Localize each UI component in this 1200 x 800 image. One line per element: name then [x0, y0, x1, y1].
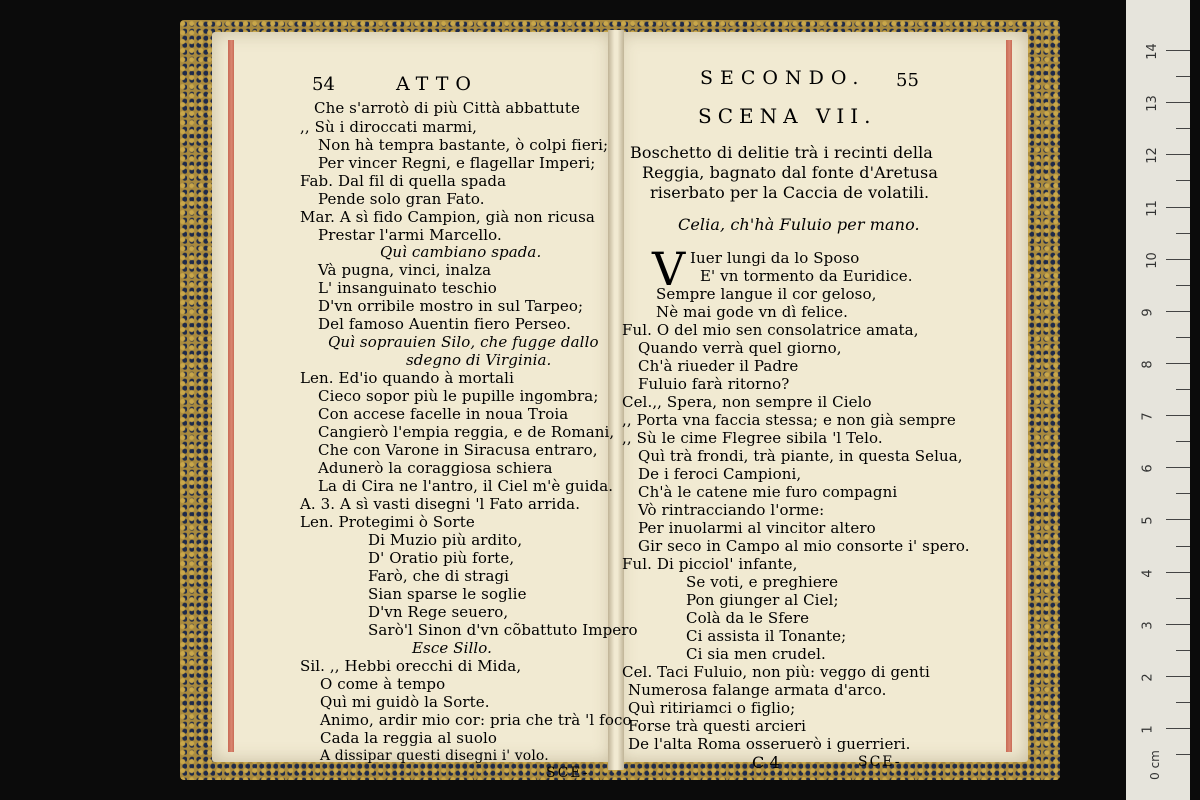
ruler-tick	[1166, 102, 1190, 103]
text-line: Len. Protegimi ò Sorte	[300, 513, 475, 531]
text-line: Non hà tempra bastante, ò colpi fieri;	[318, 136, 609, 154]
text-line: Ch'à le catene mie furo compagni	[638, 483, 898, 501]
signature-mark: C 4	[752, 753, 780, 772]
ruler-number: 5	[1140, 516, 1156, 525]
text-line: ,, Sù le cime Flegree sibila 'l Telo.	[622, 429, 883, 447]
ruler-tick	[1166, 624, 1190, 625]
ruler-tick	[1166, 415, 1190, 416]
stage-direction: sdegno di Virginia.	[406, 351, 552, 369]
text-line: A. 3. A sì vasti disegni 'l Fato arrida.	[300, 495, 581, 513]
text-line: Cieco sopor più le pupille ingombra;	[318, 387, 599, 405]
ruler-tick	[1176, 493, 1190, 494]
ruler-tick	[1166, 311, 1190, 312]
text-line: Animo, ardir mio cor: pria che trà 'l foco	[320, 711, 632, 729]
ruler-tick	[1166, 572, 1190, 573]
text-line: Iuer lungi da lo Sposo	[690, 249, 860, 267]
text-line: Quì trà frondi, trà piante, in questa Selua,	[638, 447, 963, 465]
ruler-tick	[1166, 259, 1190, 260]
ruler-number: 10	[1144, 252, 1160, 269]
scene-title: SCENA VII.	[698, 104, 877, 128]
text-line: Và pugna, vinci, inalza	[318, 261, 492, 279]
text-line: Per vincer Regni, e flagellar Imperi;	[318, 154, 596, 172]
text-line: Prestar l'armi Marcello.	[318, 226, 502, 244]
text-line: Pon giunger al Ciel;	[686, 591, 839, 609]
ruler-number: 4	[1140, 569, 1156, 578]
text-line: Per inuolarmi al vincitor altero	[638, 519, 876, 537]
text-line: De i feroci Campioni,	[638, 465, 802, 483]
ruler-number: 2	[1140, 673, 1156, 682]
ruler-tick	[1166, 363, 1190, 364]
drop-cap: V	[652, 242, 686, 296]
text-line: Che con Varone in Siracusa entraro,	[318, 441, 598, 459]
ruler-tick	[1176, 76, 1190, 77]
text-line: Len. Ed'io quando à mortali	[300, 369, 514, 387]
left-catchword: SCE-	[546, 765, 590, 781]
text-line: Gir seco in Campo al mio consorte i' spero.	[638, 537, 970, 555]
ruler-number: 8	[1140, 360, 1156, 369]
ruler-tick	[1176, 598, 1190, 599]
right-running-head: SECONDO.	[700, 67, 866, 89]
text-line: Colà da le Sfere	[686, 609, 810, 627]
text-line: L' insanguinato teschio	[318, 279, 497, 297]
ruler-tick	[1166, 467, 1190, 468]
text-line: Sil. ,, Hebbi orecchi di Mida,	[300, 657, 522, 675]
ruler-number: 6	[1140, 464, 1156, 473]
text-line: Adunerò la coraggiosa schiera	[318, 459, 553, 477]
ruler-tick	[1176, 650, 1190, 651]
ruler-tick	[1176, 389, 1190, 390]
text-line: Quì mi guidò la Sorte.	[320, 693, 490, 711]
text-line: Cangierò l'empia reggia, e de Romani,	[318, 423, 615, 441]
text-line: Di Muzio più ardito,	[368, 531, 523, 549]
ruler-number: 13	[1144, 95, 1160, 112]
ruler-number: 7	[1140, 412, 1156, 421]
stage-direction: Quì cambiano spada.	[380, 243, 542, 261]
text-line: Sian sparse le soglie	[368, 585, 527, 603]
ruler-tick	[1176, 180, 1190, 181]
ruler-number: 9	[1140, 308, 1156, 317]
stage-direction: Esce Sillo.	[412, 639, 492, 657]
ruler-tick	[1166, 50, 1190, 51]
right-page-red-edge	[1006, 40, 1012, 752]
text-line: Ful. O del mio sen consolatrice amata,	[622, 321, 919, 339]
text-line: Cada la reggia al suolo	[320, 729, 498, 747]
scene-setting-line: riserbato per la Caccia de volatili.	[650, 183, 930, 202]
ruler-tick	[1176, 441, 1190, 442]
text-line: D' Oratio più forte,	[368, 549, 515, 567]
ruler-tick	[1166, 207, 1190, 208]
ruler-number: 12	[1144, 147, 1160, 164]
text-line: Ci sia men crudel.	[686, 645, 826, 663]
text-line: Ful. Di picciol' infante,	[622, 555, 798, 573]
ruler-number: 14	[1144, 43, 1160, 60]
text-line: D'vn Rege seuero,	[368, 603, 509, 621]
ruler-tick	[1176, 754, 1190, 755]
text-line: ,, Sù i diroccati marmi,	[300, 118, 478, 136]
text-line: Farò, che di stragi	[368, 567, 510, 585]
ruler-number: 3	[1140, 621, 1156, 630]
right-catchword: SCE-	[858, 754, 902, 770]
right-page-number: 55	[896, 70, 920, 91]
ruler-tick	[1176, 702, 1190, 703]
text-line: De l'alta Roma osseruerò i guerrieri.	[628, 735, 911, 753]
text-line: D'vn orribile mostro in sul Tarpeo;	[318, 297, 584, 315]
ruler-tick	[1176, 233, 1190, 234]
text-line: Forse trà questi arcieri	[628, 717, 807, 735]
left-page-number: 54	[312, 74, 336, 95]
text-line: Fab. Dal fil di quella spada	[300, 172, 507, 190]
text-line: Ci assista il Tonante;	[686, 627, 847, 645]
text-line: Se voti, e preghiere	[686, 573, 839, 591]
text-line: Che s'arrotò di più Città abbattute	[314, 99, 580, 117]
left-page-red-edge	[228, 40, 234, 752]
text-line: Pende solo gran Fato.	[318, 190, 485, 208]
ruler-unit-label: 0 cm	[1147, 750, 1162, 780]
text-line: Nè mai gode vn dì felice.	[656, 303, 849, 321]
measurement-ruler	[1126, 0, 1190, 800]
ruler-tick	[1166, 676, 1190, 677]
scene-characters: Celia, ch'hà Fuluio per mano.	[678, 215, 920, 234]
text-line: Quì ritiriamci o figlio;	[628, 699, 796, 717]
scene-setting-line: Boschetto di delitie trà i recinti della	[630, 143, 933, 162]
text-line: Cel. Taci Fuluio, non più: veggo di genti	[622, 663, 930, 681]
ruler-tick	[1166, 154, 1190, 155]
text-line: Sempre langue il cor geloso,	[656, 285, 877, 303]
text-line: Con accese facelle in noua Troia	[318, 405, 569, 423]
ruler-tick	[1176, 285, 1190, 286]
text-line: A dissipar questi disegni i' volo.	[320, 748, 549, 764]
text-line: Cel.,, Spera, non sempre il Cielo	[622, 393, 872, 411]
ruler-number: 11	[1144, 200, 1160, 217]
text-line: La di Cira ne l'antro, il Ciel m'è guida.	[318, 477, 614, 495]
scene-setting-line: Reggia, bagnato dal fonte d'Aretusa	[642, 163, 938, 182]
text-line: Ch'à riueder il Padre	[638, 357, 799, 375]
text-line: Sarò'l Sinon d'vn cõbattuto Impero	[368, 621, 638, 639]
ruler-number: 1	[1140, 725, 1156, 734]
text-line: E' vn tormento da Euridice.	[700, 267, 913, 285]
ruler-tick	[1166, 519, 1190, 520]
text-line: Fuluio farà ritorno?	[638, 375, 790, 393]
text-line: Quando verrà quel giorno,	[638, 339, 842, 357]
text-line: Del famoso Auentin fiero Perseo.	[318, 315, 571, 333]
ruler-tick	[1176, 128, 1190, 129]
text-line: ,, Porta vna faccia stessa; e non già sempre	[622, 411, 956, 429]
stage-direction: Quì soprauien Silo, che fugge dallo	[328, 333, 599, 351]
ruler-tick	[1166, 728, 1190, 729]
ruler-tick	[1176, 337, 1190, 338]
text-line: O come à tempo	[320, 675, 446, 693]
text-line: Mar. A sì fido Campion, già non ricusa	[300, 208, 595, 226]
left-running-head: ATTO	[396, 73, 478, 95]
text-line: Vò rintracciando l'orme:	[638, 501, 825, 519]
text-line: Numerosa falange armata d'arco.	[628, 681, 887, 699]
ruler-tick	[1176, 546, 1190, 547]
